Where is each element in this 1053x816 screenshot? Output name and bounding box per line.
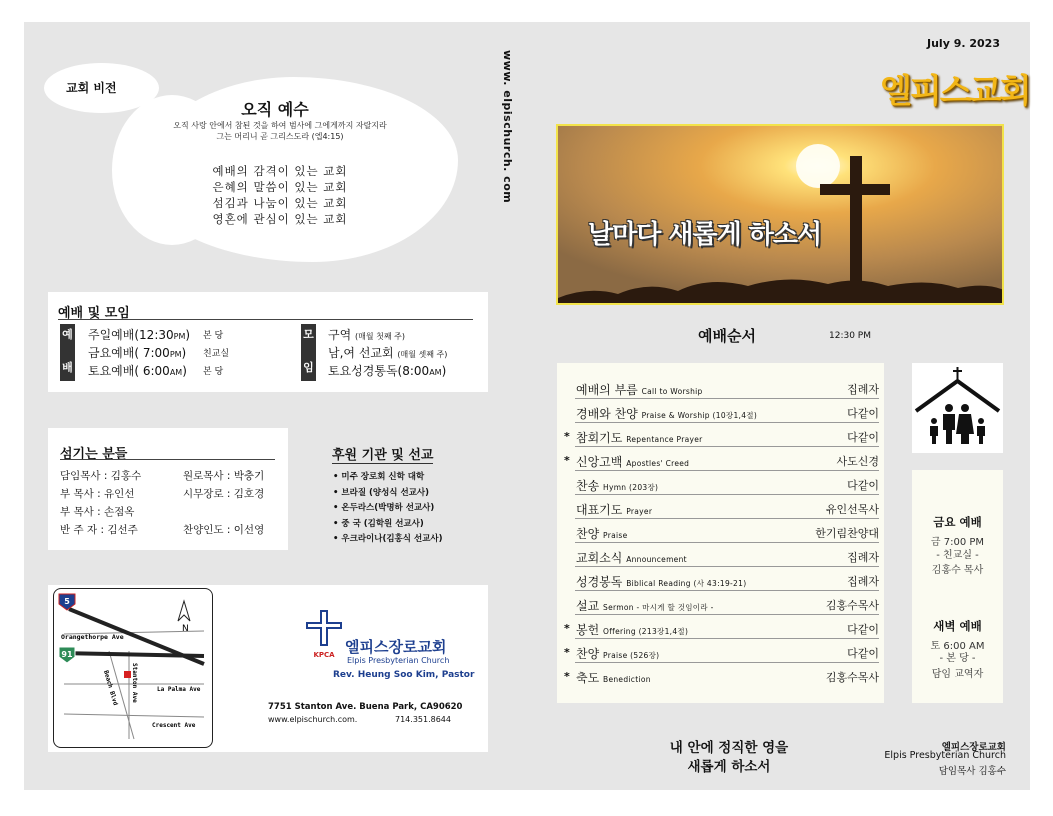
vision-line: 영혼에 관심이 있는 교회 (212, 212, 348, 226)
church-phone: 714.351.8644 (395, 715, 451, 724)
order-row: * 축도 Benediction 김홍수목사 (564, 670, 879, 685)
order-row: 대표기도 Prayer 유인선목사 (576, 503, 879, 517)
tag-char: 모 (303, 328, 314, 341)
bulletin-date: July 9. 2023 (927, 37, 1000, 50)
church-logo-text: 엘피스교회 (880, 71, 1030, 110)
verse-line: 그는 머리니 곧 그리스도라 (엡4:15) (216, 132, 344, 141)
divider (58, 319, 473, 320)
dawn-service-title: 새벽 예배 (933, 619, 982, 633)
highway-91-label: 91 (61, 650, 73, 659)
mission-item: • 우크라이나(김홍식 선교사) (333, 532, 442, 548)
street-label: Crescent Ave (152, 722, 196, 729)
mission-item: • 온두라스(박명하 선교사) (333, 501, 442, 517)
vision-line: 은혜의 말씀이 있는 교회 (212, 180, 348, 194)
dawn-service-leader: 담임 교역자 (931, 669, 984, 680)
church-name-korean: 엘피스장로교회 (345, 638, 447, 656)
staff-entry: 원로목사 : 박충기 (183, 470, 265, 482)
service-row: 주일예배(12:30PM) (88, 328, 191, 342)
order-row: * 참회기도 Repentance Prayer 다같이 (564, 430, 879, 445)
motto (644, 739, 814, 777)
meeting-row: 토요성경통독(8:00AM) (328, 364, 447, 378)
vision-title: 오직 예수 (241, 100, 309, 119)
service-place: 친교실 (203, 349, 230, 359)
church-website: www.elpischurch.com. (268, 715, 358, 724)
motto-line: 내 안에 정직한 영을 (669, 740, 789, 756)
tag-char: 예 (62, 328, 73, 341)
divider (60, 459, 275, 460)
family-icon-box (912, 363, 1003, 453)
order-time: 12:30 PM (829, 331, 871, 341)
mission-item: • 중 국 (김학원 선교사) (333, 517, 442, 533)
vertical-website: www. elpischurch. com (501, 50, 514, 204)
vision-label: 교회 비전 (66, 81, 117, 95)
vision-verse (140, 120, 420, 142)
street-label: La Palma Ave (157, 686, 201, 693)
church-cross-logo (306, 610, 342, 660)
church-name-english: Elpis Presbyterian Church (347, 656, 450, 665)
order-title: 예배순서 (698, 327, 756, 345)
verse-line: 오직 사랑 안에서 참된 것을 하여 범사에 그에게까지 자랄지라 (173, 121, 387, 130)
worship-title: 예배 및 모임 (58, 306, 130, 321)
staff-title: 섬기는 분들 (60, 447, 128, 462)
friday-service-leader: 김홍수 목사 (931, 565, 984, 576)
order-row: 설교 Sermon - 마시게 할 것임이라 - 김홍수목사 (576, 599, 879, 613)
tag-char: 배 (62, 361, 73, 374)
street-label: Stanton Ave (131, 663, 138, 703)
staff-entry: 시무장로 : 김호경 (183, 488, 265, 500)
staff-entry: 부 목사 : 유인선 (60, 488, 135, 500)
order-row: * 찬양 Praise (526장) 다같이 (564, 646, 879, 661)
map-address-box (48, 585, 488, 752)
worship-tag (60, 324, 75, 381)
order-row: * 봉헌 Offering (213장1,4절) 다같이 (564, 622, 879, 637)
order-row: 성경봉독 Biblical Reading (사 43:19-21) 집례자 (576, 575, 879, 589)
mission-item: • 브라질 (양성식 선교사) (333, 486, 442, 502)
vision-statements (150, 163, 410, 227)
motto-line: 새롭게 하소서 (687, 759, 771, 775)
footer-pastor: 담임목사 김홍수 (938, 766, 1006, 777)
church-address: 7751 Stanton Ave. Buena Park, CA90620 (268, 702, 463, 712)
mission-item: • 미주 장로회 신학 대학 (333, 470, 442, 486)
missions-title: 후원 기관 및 선교 (332, 444, 433, 464)
pastor-name: Rev. Heung Soo Kim, Pastor (333, 670, 475, 680)
street-label: Beach Blvd (102, 669, 119, 707)
staff-entry: 담임목사 : 김홍수 (60, 470, 142, 482)
map-drawing (54, 589, 211, 746)
meeting-row: 남,여 선교회 (매월 셋째 주) (328, 346, 448, 360)
kpca-label: KPCA (313, 651, 335, 659)
order-row: * 신앙고백 Apostles' Creed 사도신경 (564, 454, 879, 469)
north-label: N (182, 624, 189, 634)
street-label: Orangethorpe Ave (61, 633, 124, 641)
highway-5-label: 5 (64, 597, 70, 606)
missions-list (333, 470, 442, 548)
location-map (53, 588, 213, 748)
meeting-row: 구역 (매월 첫째 주) (328, 328, 405, 342)
footer-church-name-english: Elpis Presbyterian Church (884, 750, 1006, 761)
order-row: 교회소식 Announcement 집례자 (576, 551, 879, 565)
friday-service-title: 금요 예배 (933, 515, 982, 529)
vision-line: 예배의 감격이 있는 교회 (212, 164, 348, 178)
staff-entry: 반 주 자 : 김선주 (60, 524, 138, 536)
hero-title: 날마다 새롭게 하소서 (588, 220, 822, 250)
meeting-tag (301, 324, 316, 381)
service-row: 금요예배( 7:00PM) (88, 346, 187, 360)
staff-box (48, 428, 288, 550)
vision-line: 섬김과 나눔이 있는 교회 (212, 196, 348, 210)
order-row: 경배와 찬양 Praise & Worship (10장1,4절) 다같이 (576, 407, 879, 421)
order-row: 예배의 부름 Call to Worship 집례자 (576, 383, 879, 397)
friday-service-time: 금 7:00 PM (930, 537, 985, 548)
staff-entry: 찬양인도 : 이선영 (183, 524, 265, 536)
dawn-service-place: - 본 당 - (939, 653, 976, 664)
other-services-box (912, 470, 1003, 703)
friday-service-place: - 친교실 - (936, 550, 979, 561)
tag-char: 임 (303, 361, 314, 374)
service-row: 토요예배( 6:00AM) (88, 364, 187, 378)
worship-schedule-box (48, 292, 488, 392)
service-place: 본 당 (203, 367, 224, 377)
staff-entry: 부 목사 : 손점옥 (60, 506, 135, 518)
service-place: 본 당 (203, 331, 224, 341)
order-row: 찬송 Hymn (203장) 다같이 (576, 479, 879, 493)
family-church-icon (912, 363, 1003, 453)
footer-church-name-korean: 엘피스장로교회 (941, 742, 1006, 753)
dawn-service-time: 토 6:00 AM (930, 641, 985, 652)
order-row: 찬양 Praise 한기림찬양대 (576, 527, 879, 541)
order-of-worship (557, 363, 884, 703)
